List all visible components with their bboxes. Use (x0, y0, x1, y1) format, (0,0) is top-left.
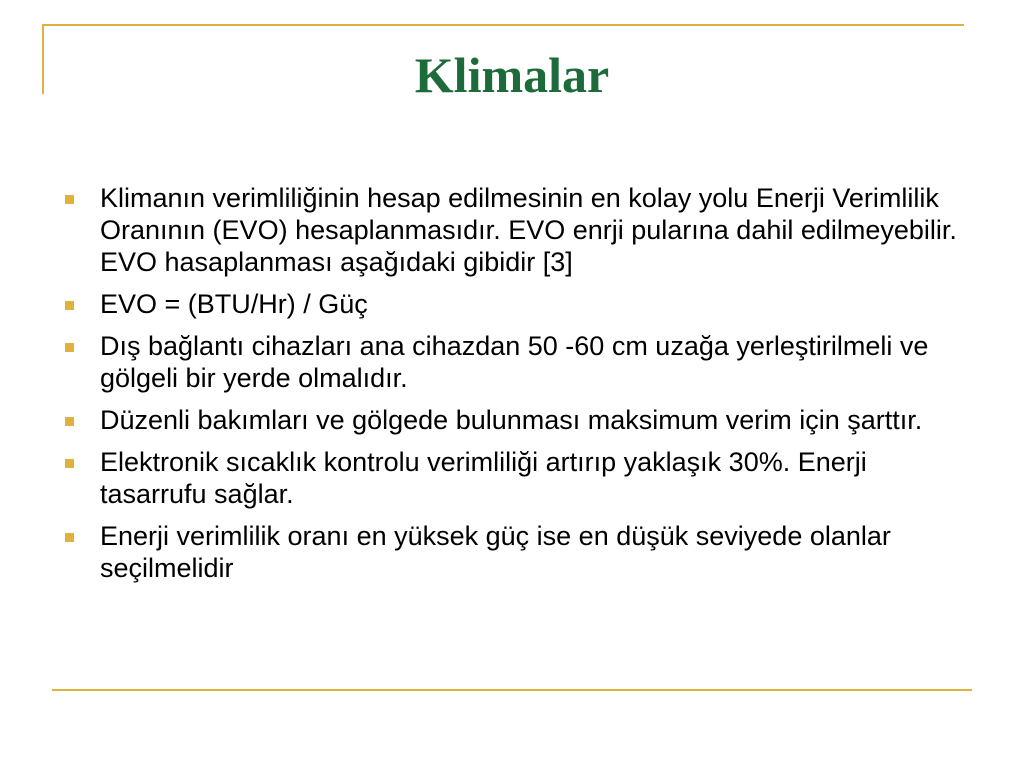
frame-top-line (42, 24, 964, 26)
bullet-text: Elektronik sıcaklık kontrolu verimliliği artırıp yaklaşık 30%. Enerji tasarrufu sağlar. (100, 447, 867, 509)
bullet-text: Klimanın verimliliğinin hesap edilmesinin en kolay yolu Enerji Verimlilik Oranının (EVO) hesaplanmasıdır. EVO enrji pularına dahil edilmeyebilir. EVO hasaplanması aşağıdaki gibidir [3] (100, 183, 957, 277)
square-bullet-icon (65, 343, 74, 352)
bullet-text: EVO = (BTU/Hr) / Güç (100, 289, 368, 319)
bullet-list (62, 182, 962, 594)
bullet-text: Dış bağlantı cihazları ana cihazdan 50 -60 cm uzağa yerleştirilmeli ve gölgeli bir yerde olmalıdır. (100, 331, 929, 393)
bullet-item (62, 404, 962, 436)
square-bullet-icon (65, 533, 74, 542)
frame-bottom-line (52, 689, 972, 691)
square-bullet-icon (65, 459, 74, 468)
bullet-item (62, 330, 962, 394)
square-bullet-icon (65, 417, 74, 426)
bullet-item (62, 182, 962, 278)
bullet-item (62, 288, 962, 320)
square-bullet-icon (65, 301, 74, 310)
bullet-text: Düzenli bakımları ve gölgede bulunması maksimum verim için şarttır. (100, 405, 923, 435)
square-bullet-icon (65, 195, 74, 204)
bullet-text: Enerji verimlilik oranı en yüksek güç ise en düşük seviyede olanlar seçilmelidir (100, 521, 891, 583)
slide-title: Klimalar (414, 47, 610, 103)
bullet-item (62, 520, 962, 584)
bullet-item (62, 446, 962, 510)
